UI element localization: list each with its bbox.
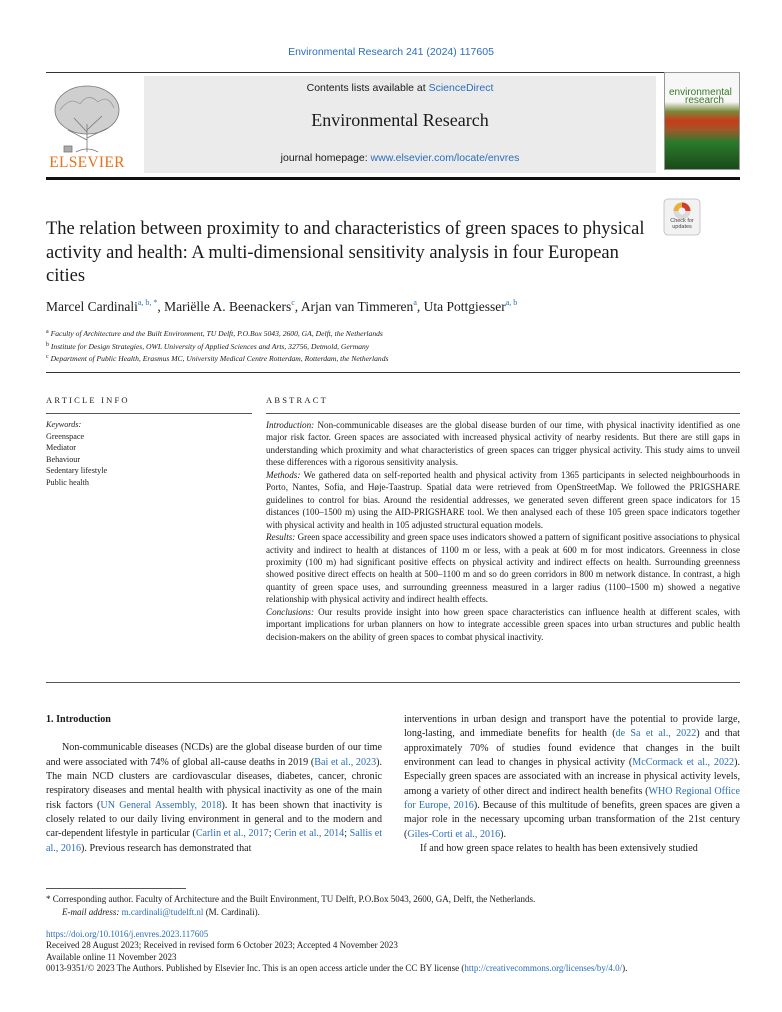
abstract-bottom-rule (46, 682, 740, 683)
citation-link[interactable]: WHO Regional Office for Europe, 2016 (404, 785, 740, 812)
keyword-item: Behaviour (46, 454, 81, 464)
footnote-rule (46, 888, 186, 889)
body-text: ; (344, 828, 350, 840)
citation-link[interactable]: Sallis et al., 2016 (46, 828, 382, 854)
introduction-paragraph-2: If and how green space relates to health has been extensively studied (420, 843, 698, 855)
journal-info-box (144, 76, 656, 173)
abstract-section-text: We gathered data on self-reported health and physical activity from 1365 participants in selected neighbourhoods in Porto, Nantes, Sofia, and Høje-Taastrup. Spatial data were retrieved from OpenStreetMap. We followed the PRIGSHARE guidelines to control for bias. Around the residential addresses, we generated seven different green space indicators for 15 distances (100–1500 m) using the AID-PRIGSHARE tool. We then analysed each of these 105 green space indicators together with physical activity and health in 105 adjusted structural equation models. (266, 469, 740, 530)
corresponding-author-footnote: * Corresponding author. Faculty of Architecture and the Built Environment, TU Delft, P.O.Box 5043, 2600, GA, Delft, the Netherlands. E-mail address: m.cardinali@tudelft.nl (M. Cardinali). (46, 894, 536, 917)
author-email-link[interactable]: m.cardinali@tudelft.nl (121, 907, 204, 917)
citation-link[interactable]: Bai et al., 2023 (314, 756, 377, 768)
journal-reference[interactable]: Environmental Research 241 (2024) 117605 (288, 46, 494, 58)
affiliation-text: Faculty of Architecture and the Built Environment, TU Delft, P.O.Box 5043, 2600, GA, Delft, the Netherlands (48, 329, 383, 338)
abstract-paragraph (266, 469, 740, 531)
citation-link[interactable]: Carlin et al., 2017 (195, 828, 269, 840)
abstract-paragraph (266, 531, 740, 606)
author-affiliation-marker[interactable]: c (291, 298, 295, 307)
homepage-link[interactable]: www.elsevier.com/locate/envres (370, 152, 520, 164)
abstract-section-label: Results: (266, 532, 296, 543)
section-heading-introduction: 1. Introduction (46, 714, 111, 725)
affiliation-line (46, 340, 746, 353)
citation-link[interactable]: Cerin et al., 2014 (274, 828, 345, 840)
introduction-paragraph-1 (46, 741, 382, 856)
received-dates: Received 28 August 2023; Received in revised form 6 October 2023; Accepted 4 November 2023 (46, 940, 398, 951)
body-text: ). The main NCD clusters are cardiovascular diseases, diabetes, cancer, chronic respiratory diseases and mental health with physical inactivity as one of the main risk factors ( (46, 756, 383, 811)
body-text: Non-communicable diseases (NCDs) are the global disease burden of our time and were associated with 74% of global all-cause deaths in 2019 ( (46, 742, 382, 768)
body-text: ; (268, 828, 275, 840)
keyword-item: Mediator (46, 443, 77, 452)
cover-title-line-1: environmental (669, 87, 732, 98)
contents-line: Contents lists available at ScienceDirect (306, 82, 494, 94)
author-affiliation-marker[interactable]: a (413, 298, 417, 307)
author-affiliation-marker[interactable]: a, b (505, 298, 518, 307)
title-block-rule (46, 372, 740, 373)
journal-cover-image (664, 72, 740, 170)
body-text: ). Because of this multitude of benefits, green spaces are given a major role in the necessary upcoming urban transformation of the 21st century ( (404, 800, 740, 840)
author-name[interactable]: Uta Pottgiesser (423, 299, 506, 314)
check-for-updates-label: Check for updates (670, 218, 694, 230)
abstract-section-label: Conclusions: (266, 606, 314, 617)
citation-link[interactable]: McCormack et al., 2022 (632, 757, 735, 769)
abstract-section-text: Non-communicable diseases are the global disease burden of our time, with physical inactivity identified as one major risk factor. Green spaces are associated with increased physical activity of nearby residents. But there are still gaps in understanding which proximity and what characteristics of green spaces can trigger physical activity. This study aims to unveil these differences with a rigorous sensitivity analysis. (266, 420, 740, 468)
abstract-section-text: Our results provide insight into how green space characteristics can influence health at different scales, with important implications for urban planners on how to integrate accessible green spaces into urban structures and public health decision-makers on the ability of green spaces to combat physical inactivity. (266, 606, 740, 642)
doi-link[interactable]: https://doi.org/10.1016/j.envres.2023.117605 (46, 929, 209, 939)
check-for-updates-icon[interactable] (663, 198, 701, 236)
article-info-heading: ARTICLE INFO (46, 395, 130, 405)
abstract-paragraph (266, 606, 740, 643)
cover-title-line-2: research (685, 95, 724, 106)
citation-link[interactable]: UN General Assembly, 2018 (100, 799, 222, 811)
body-text: interventions in urban design and transport have the potential to provide large, long-lasting, and immediate benefits for health ( (404, 714, 740, 740)
body-column-left (46, 713, 382, 856)
author-name[interactable]: Mariëlle A. Beenackers (164, 299, 292, 314)
affiliations (46, 327, 746, 365)
citation-link[interactable]: Giles-Corti et al., 2016 (407, 828, 501, 840)
body-text: ). It has been shown that inactivity is closely related to our daily living environment in general and to the modern and car-dependent lifestyle in particular ( (46, 799, 382, 840)
elsevier-wordmark: ELSEVIER (49, 154, 125, 171)
author-separator: , (294, 299, 301, 314)
license-link[interactable]: http://creativecommons.org/licenses/by/4.0/ (464, 962, 623, 973)
header-thick-rule (46, 177, 740, 180)
journal-banner (46, 76, 740, 176)
body-text: ). Previous research has demonstrated that (81, 842, 252, 854)
affiliation-marker: a (46, 329, 49, 335)
introduction-paragraph-1-continued (404, 713, 740, 842)
article-title: The relation between proximity to and characteristics of green spaces to physical activity and health: A multi-dimensional sensitivity analysis in four European cities (46, 219, 645, 286)
keywords-label: Keywords: (46, 420, 82, 429)
author-separator: , (416, 299, 424, 314)
affiliation-text: Institute for Design Strategies, OWL University of Applied Sciences and Arts, 32756, Detmold, Germany (49, 341, 370, 351)
body-text: ). Especially green spaces are associated with an increase in physical activity levels, among a variety of other direct and indirect health benefits ( (404, 757, 740, 797)
available-online: Available online 11 November 2023 (46, 951, 177, 962)
author-name[interactable]: Marcel Cardinali (46, 299, 138, 314)
abstract-heading: ABSTRACT (266, 395, 328, 405)
abstract-rule (266, 413, 740, 414)
affiliation-text: Department of Public Health, Erasmus MC, University Medical Centre Rotterdam, Rotterdam, the Netherlands (48, 354, 389, 364)
body-column-right (404, 713, 740, 856)
affiliation-marker: c (46, 354, 49, 361)
keywords-list (46, 431, 246, 489)
header-rule (46, 72, 740, 73)
journal-homepage: journal homepage: www.elsevier.com/locate/envres (280, 152, 520, 164)
keywords-block (46, 419, 246, 488)
abstract-text (266, 419, 740, 643)
affiliation-line (46, 327, 746, 340)
keyword-item: Greenspace (46, 431, 85, 441)
body-text: ). (500, 828, 507, 840)
author-list (46, 298, 746, 315)
abstract-section-label: Introduction: (266, 420, 315, 430)
article-info-rule (46, 413, 252, 414)
sciencedirect-link[interactable]: ScienceDirect (428, 82, 494, 94)
citation-link[interactable]: de Sa et al., 2022 (615, 728, 697, 740)
keyword-item: Public health (46, 477, 89, 487)
journal-name: Environmental Research (311, 110, 489, 130)
affiliation-line (46, 352, 746, 365)
abstract-paragraph (266, 419, 740, 469)
license-line: 0013-9351/© 2023 The Authors. Published by Elsevier Inc. This is an open access article under the CC BY license (http://creativecommons.org/licenses/by/4.0/). (46, 962, 628, 973)
publication-info (46, 929, 746, 974)
keyword-item: Sedentary lifestyle (46, 466, 108, 475)
abstract-section-text: Green space accessibility and green space uses indicators showed a pattern of significant positive associations to physical activity and indirect to health at distances of 1100 m or less, with a peak at 600 m for most indicators. Greenness in close proximity (100 m) had significant positive effects on physical activity and indirect effects on health. Surrounding greenness showed positive direct effects on health at 500–1100 m and so do green corridors in 800 m network distance. In contrast, a high quantity of green space uses, and surrounding greenness measured in a larger radius (1100–1500 m) showed a negative relationship with physical activity and indirect health effects. (266, 532, 740, 605)
author-affiliation-marker[interactable]: a, b, * (137, 298, 158, 307)
author-separator: , (157, 299, 165, 314)
affiliation-marker: b (46, 341, 49, 348)
abstract-section-label: Methods: (266, 469, 301, 480)
author-name[interactable]: Arjan van Timmeren (300, 299, 414, 314)
body-text: ) and that approximately 70% of studies found evidence that changes in the built environment can lead to changes in physical activity ( (404, 728, 740, 769)
